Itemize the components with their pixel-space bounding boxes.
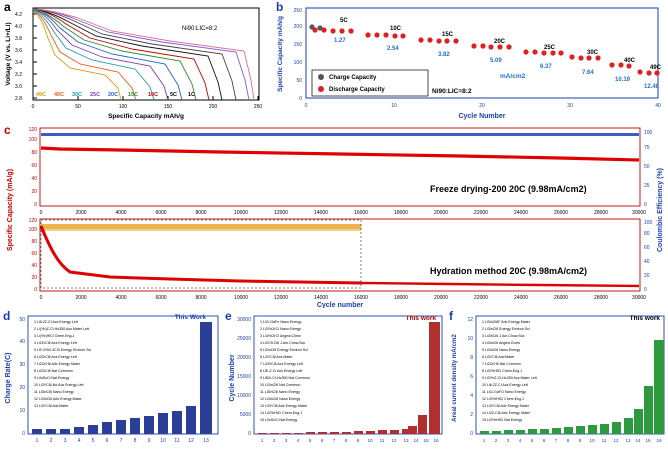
svg-text:9 Li6Zr-Cl-H≥350 Nat Comm: 9 Li6Zr-Cl-H≥350 Nat Commun — [260, 376, 310, 380]
svg-text:18000: 18000 — [394, 295, 408, 301]
svg-text:50: 50 — [644, 164, 650, 170]
svg-text:15: 15 — [423, 438, 429, 443]
svg-text:24000: 24000 — [514, 295, 528, 301]
svg-text:2 Li3InCl6 Ener: 2 Li3InCl6 Energy Environ Sci — [482, 327, 530, 331]
svg-text:13 Li3YCl6 Adv En: 13 Li3YCl6 Adv Energy Mater — [260, 404, 308, 408]
svg-text:0: 0 — [304, 103, 308, 109]
rate-10c: 10C — [390, 26, 402, 32]
svg-text:7 Li2ZrCl6 Acs E: 7 Li2ZrCl6 Acs Energy Lett — [260, 362, 303, 366]
panel-c-ylabel: Specific Capacity (mA/g) — [7, 168, 14, 252]
svg-text:10 Li3YCl6-Nd Acs Ene: 10 Li3YCl6-Nd Acs Energy Lett — [34, 383, 84, 387]
svg-text:10: 10 — [467, 336, 473, 342]
svg-text:6 Li3ZrCl6 Acs E: 6 Li3ZrCl6 Acs Energy Lett — [34, 355, 77, 359]
svg-text:11 Li3InCl6 Nano: 11 Li3InCl6 Nano Energy — [260, 390, 300, 394]
svg-text:1 LiCl-GaFe Nano: 1 LiCl-GaFe Nano Energy — [260, 320, 302, 324]
svg-text:150: 150 — [163, 104, 173, 110]
svg-text:13: 13 — [625, 438, 631, 443]
current-5c: 1.27 — [334, 38, 346, 44]
panel-b-sample: Ni90:LIC=8:2 — [432, 88, 472, 95]
svg-text:7: 7 — [332, 438, 336, 443]
svg-text:3.0: 3.0 — [15, 84, 22, 90]
svg-text:12 Li3YbHfCl Chem.E: 12 Li3YbHfCl Chem.Eng.J — [482, 397, 524, 401]
svg-text:10: 10 — [589, 438, 595, 443]
svg-text:0: 0 — [39, 295, 43, 301]
svg-text:40: 40 — [644, 259, 650, 265]
svg-text:11: 11 — [174, 438, 180, 444]
svg-text:100: 100 — [118, 104, 128, 110]
svg-text:2 Li3YbZrCl Nano: 2 Li3YbZrCl Nano Energy — [260, 327, 301, 331]
svg-text:0: 0 — [31, 104, 35, 110]
panel-e-this-work: This work — [405, 315, 436, 322]
svg-text:7 Li2ZrCl6 Adv E: 7 Li2ZrCl6 Adv Energy Mater — [34, 362, 81, 366]
svg-text:10: 10 — [391, 103, 397, 109]
current-30c: 7.64 — [582, 70, 594, 76]
svg-text:14000: 14000 — [314, 295, 328, 301]
svg-text:50: 50 — [19, 317, 25, 323]
svg-text:4000: 4000 — [115, 210, 127, 216]
panel-a-letter: a — [4, 0, 11, 14]
svg-text:2000: 2000 — [75, 210, 87, 216]
svg-text:26000: 26000 — [554, 295, 568, 301]
svg-text:150: 150 — [293, 42, 302, 48]
svg-text:80: 80 — [31, 239, 37, 245]
svg-text:100: 100 — [644, 220, 653, 226]
svg-text:11 LiCl-GaFO Nano E: 11 LiCl-GaFO Nano Energy — [482, 390, 526, 394]
svg-text:4: 4 — [296, 438, 300, 443]
svg-text:10000: 10000 — [234, 295, 248, 301]
svg-text:12000: 12000 — [274, 210, 288, 216]
rate-label-5c: 5C — [170, 92, 178, 98]
svg-text:60: 60 — [31, 163, 37, 169]
svg-text:28000: 28000 — [594, 210, 608, 216]
panel-f — [446, 308, 668, 457]
svg-text:25: 25 — [644, 183, 650, 189]
svg-text:6000: 6000 — [155, 295, 167, 301]
svg-text:0: 0 — [39, 210, 43, 216]
panel-e-ylabel: Cycle Number — [229, 354, 236, 402]
svg-text:5: 5 — [308, 438, 312, 443]
svg-text:20: 20 — [31, 189, 37, 195]
panel-b-letter: b — [276, 0, 284, 14]
svg-text:2: 2 — [470, 412, 473, 418]
svg-text:11: 11 — [601, 438, 607, 443]
svg-text:10000: 10000 — [234, 210, 248, 216]
rate-label-30c: 30C — [72, 92, 83, 98]
panel-d-this-work: This Work — [174, 314, 206, 321]
rate-25c: 25C — [544, 45, 556, 51]
svg-text:12: 12 — [467, 317, 473, 323]
svg-text:120: 120 — [28, 218, 37, 224]
svg-text:15: 15 — [645, 438, 651, 443]
svg-text:20: 20 — [31, 275, 37, 281]
rate-label-10c: 10C — [148, 92, 159, 98]
svg-text:4: 4 — [470, 393, 473, 399]
svg-text:3: 3 — [284, 438, 288, 443]
panel-a-annotation: Ni90:LIC=8:2 — [182, 26, 218, 32]
svg-text:13: 13 — [403, 438, 409, 443]
svg-text:10000: 10000 — [237, 393, 251, 399]
panel-c — [0, 122, 668, 308]
svg-text:22000: 22000 — [474, 295, 488, 301]
svg-text:9: 9 — [147, 438, 151, 444]
svg-text:250: 250 — [293, 8, 302, 14]
panel-c-letter: c — [4, 123, 11, 137]
svg-text:100: 100 — [293, 60, 302, 66]
svg-text:4 Li2ZrCl6 Acs E: 4 Li2ZrCl6 Acs Energy Lett — [34, 341, 77, 345]
svg-text:3 Li(Yb)HfCl Chem: 3 Li(Yb)HfCl Chem.Eng.J — [34, 334, 75, 338]
svg-text:30: 30 — [19, 362, 25, 368]
rate-label-25c: 25C — [90, 92, 101, 98]
panel-c-y2label: Coulombic Efficiency (%) — [657, 167, 664, 253]
svg-text:8 LiE-Z-Cl Acs: 8 LiE-Z-Cl Acs Energy Lett — [260, 369, 303, 373]
svg-text:30000: 30000 — [632, 210, 646, 216]
svg-text:0: 0 — [644, 202, 647, 208]
panel-f-this-work: This work — [629, 315, 660, 322]
svg-text:9: 9 — [578, 438, 582, 443]
svg-text:20000: 20000 — [434, 295, 448, 301]
svg-text:15 LiInScCl Nat En: 15 LiInScCl Nat Energy — [260, 418, 298, 422]
current-15c: 3.82 — [438, 52, 450, 58]
svg-text:26000: 26000 — [554, 210, 568, 216]
svg-text:100: 100 — [28, 227, 37, 233]
svg-text:11: 11 — [379, 438, 385, 443]
svg-text:4000: 4000 — [115, 295, 127, 301]
svg-text:3.4: 3.4 — [15, 60, 22, 66]
svg-text:80: 80 — [644, 231, 650, 237]
panel-f-ylabel: Areal current density mA/cm2 — [451, 334, 458, 422]
svg-text:10: 10 — [19, 408, 25, 414]
panel-a — [0, 0, 270, 120]
rate-label-15c: 15C — [128, 92, 139, 98]
svg-text:250: 250 — [253, 104, 263, 110]
panel-e-letter: e — [225, 309, 232, 323]
svg-text:9 Li3YbZ-Cl-H≥350 Acs Mater: 9 Li3YbZ-Cl-H≥350 Acs Mater Lett — [482, 376, 537, 380]
svg-text:7: 7 — [119, 438, 123, 444]
svg-text:6000: 6000 — [155, 210, 167, 216]
svg-text:2000: 2000 — [75, 295, 87, 301]
svg-text:4 Li3YZrCl6 J.Am.: 4 Li3YZrCl6 J.Am.Chow.Soc — [260, 341, 306, 345]
svg-text:4.2: 4.2 — [15, 12, 22, 18]
svg-text:200: 200 — [293, 24, 302, 30]
svg-text:3.6: 3.6 — [15, 48, 22, 54]
svg-text:14: 14 — [635, 438, 641, 443]
svg-text:1: 1 — [35, 438, 39, 444]
svg-text:2: 2 — [494, 438, 498, 443]
panel-d — [0, 308, 222, 457]
rate-label-40c: 40C — [54, 92, 65, 98]
svg-text:1 Li3InCl6F Adv: 1 Li3InCl6F Adv Energy Mater — [482, 320, 530, 324]
svg-text:120: 120 — [28, 127, 37, 133]
svg-text:5: 5 — [530, 438, 534, 443]
svg-text:2 Li(Yb)Z-Cl-H≥350 Acs Mat: 2 Li(Yb)Z-Cl-H≥350 Acs Mater Lett — [34, 327, 90, 331]
svg-text:22000: 22000 — [474, 210, 488, 216]
svg-text:15 Li3YbHfCl Nat En: 15 Li3YbHfCl Nat Energy — [482, 418, 523, 422]
svg-text:5: 5 — [91, 438, 95, 444]
svg-text:9 LiInScCl Nat E: 9 LiInScCl Nat Energy — [34, 376, 70, 380]
svg-text:13 Li3YCl6 Adv E: 13 Li3YCl6 Adv Energy Mater — [482, 404, 530, 408]
svg-text:0: 0 — [22, 431, 25, 437]
svg-text:10 Li3InCl6 Nat C: 10 Li3InCl6 Nat Commun — [260, 383, 301, 387]
svg-text:12 Li3InCl6 Adv E: 12 Li3InCl6 Adv Energy Mater — [34, 397, 82, 401]
svg-text:11 Li3InCl6 Nano: 11 Li3InCl6 Nano Energy — [34, 390, 74, 394]
svg-text:4: 4 — [77, 438, 81, 444]
svg-text:0: 0 — [299, 96, 302, 102]
panel-b-unit: mA/cm2 — [500, 73, 526, 80]
svg-text:30: 30 — [567, 103, 573, 109]
svg-text:40: 40 — [19, 339, 25, 345]
svg-text:40: 40 — [31, 263, 37, 269]
svg-text:2: 2 — [49, 438, 53, 444]
svg-text:20: 20 — [644, 273, 650, 279]
svg-text:13: 13 — [203, 438, 209, 444]
svg-text:20000: 20000 — [237, 355, 251, 361]
svg-text:1: 1 — [482, 438, 486, 443]
svg-text:0: 0 — [248, 431, 251, 437]
svg-text:3: 3 — [63, 438, 67, 444]
panel-b-ylabel: Specific Capacity mAh/g — [277, 16, 284, 92]
svg-text:7 Li2ZrCl6 Nat: 7 Li2ZrCl6 Nat Commun — [482, 362, 521, 366]
svg-text:5000: 5000 — [239, 412, 251, 418]
svg-text:3.8: 3.8 — [15, 36, 22, 42]
svg-text:12000: 12000 — [274, 295, 288, 301]
svg-text:50: 50 — [296, 78, 302, 84]
svg-text:12: 12 — [391, 438, 397, 443]
svg-text:8000: 8000 — [195, 295, 207, 301]
rate-20c: 20C — [494, 39, 506, 45]
svg-text:12 Li3InCl6 Nano: 12 Li3InCl6 Nano Energy — [260, 397, 301, 401]
svg-text:8: 8 — [470, 355, 473, 361]
svg-text:8 Li3YbHfCl Chem.: 8 Li3YbHfCl Chem.Eng.J — [482, 369, 522, 373]
svg-text:60: 60 — [644, 245, 650, 251]
panel-d-ylabel: Charge Rate(C) — [5, 352, 12, 404]
svg-text:6 Li3YCl6 Acs M: 6 Li3YCl6 Acs Mater — [260, 355, 293, 359]
rate-label-20c: 20C — [108, 92, 119, 98]
current-25c: 6.37 — [540, 64, 552, 70]
svg-text:25000: 25000 — [237, 336, 251, 342]
svg-text:1: 1 — [260, 438, 264, 443]
svg-text:16: 16 — [433, 438, 439, 443]
svg-text:50: 50 — [75, 104, 81, 110]
svg-text:1 Li6.2Z-Cl Acs E: 1 Li6.2Z-Cl Acs Energy Lett — [34, 320, 78, 324]
svg-text:10 Li6.2Z-Cl Acs: 10 Li6.2Z-Cl Acs Energy Lett — [482, 383, 528, 387]
svg-text:8: 8 — [344, 438, 348, 443]
svg-text:75: 75 — [644, 145, 650, 151]
panel-e — [222, 308, 446, 457]
hydration-method-title: Hydration method 20C (9.98mA/cm2) — [430, 266, 588, 276]
current-20c: 5.09 — [490, 58, 502, 64]
svg-text:200: 200 — [208, 104, 218, 110]
svg-text:6: 6 — [542, 438, 546, 443]
svg-text:2: 2 — [272, 438, 276, 443]
svg-text:4 Li3InCl6 Ange: 4 Li3InCl6 Angew.Chew — [482, 341, 520, 345]
svg-text:6: 6 — [320, 438, 324, 443]
svg-text:6: 6 — [105, 438, 109, 444]
legend-charge: Charge Capacity — [329, 75, 377, 81]
svg-text:28000: 28000 — [594, 295, 608, 301]
rate-label-1c: 1C — [188, 92, 196, 98]
freeze-drying-title: Freeze drying-200 20C (9.98mA/cm2) — [430, 184, 587, 194]
svg-text:5 Li3InCl6 Ener: 5 Li3InCl6 Energy Environ Sci — [260, 348, 308, 352]
svg-text:80: 80 — [31, 150, 37, 156]
svg-text:8 Li2ZrCl6 Nat C: 8 Li2ZrCl6 Nat Commun — [34, 369, 73, 373]
panel-b — [272, 0, 668, 120]
svg-text:4: 4 — [518, 438, 522, 443]
svg-text:14: 14 — [413, 438, 419, 443]
panel-a-xlabel: Specific Capacity mAh/g — [108, 113, 184, 120]
legend-discharge: Discharge Capacity — [329, 87, 385, 93]
panel-d-letter: d — [3, 309, 11, 323]
svg-text:18000: 18000 — [394, 210, 408, 216]
rate-30c: 30C — [587, 50, 599, 56]
svg-text:0: 0 — [644, 287, 647, 293]
panel-c-xlabel: Cycle number — [316, 302, 364, 308]
svg-text:5 Li3InCl6 Nano: 5 Li3InCl6 Nano Energy — [482, 348, 521, 352]
svg-text:9: 9 — [356, 438, 360, 443]
svg-text:6 Li3YCl6 Adv.: 6 Li3YCl6 Adv.Mater — [482, 355, 515, 359]
svg-text:16000: 16000 — [354, 210, 368, 216]
svg-text:15000: 15000 — [237, 374, 251, 380]
panel-b-xlabel: Cycle Number — [458, 113, 506, 120]
svg-text:10: 10 — [367, 438, 373, 443]
current-49c: 12.48 — [644, 84, 660, 90]
rate-49c: 49C — [650, 65, 662, 71]
svg-text:3.2: 3.2 — [15, 72, 22, 78]
svg-text:13 Li3YCl6 Adv.Ma: 13 Li3YCl6 Adv.Mater — [34, 404, 69, 408]
svg-text:30000: 30000 — [632, 295, 646, 301]
svg-text:0: 0 — [34, 202, 37, 208]
svg-text:0: 0 — [34, 287, 37, 293]
svg-text:6: 6 — [470, 374, 473, 380]
svg-text:60: 60 — [31, 251, 37, 257]
svg-text:0: 0 — [470, 431, 473, 437]
svg-text:16000: 16000 — [354, 295, 368, 301]
svg-text:12: 12 — [188, 438, 194, 444]
svg-text:14 Li3YbHfCl Chem.En: 14 Li3YbHfCl Chem.Eng.J — [260, 411, 302, 415]
svg-text:5 Li0.3Yb0.3Cl3 Energy: 5 Li0.3Yb0.3Cl3 Energy Environ Sci — [34, 348, 92, 352]
svg-text:14000: 14000 — [314, 210, 328, 216]
svg-text:10: 10 — [160, 438, 166, 444]
current-10c: 2.54 — [387, 46, 399, 52]
svg-text:8000: 8000 — [195, 210, 207, 216]
svg-text:3: 3 — [506, 438, 510, 443]
svg-text:3 Li3InCl6 J.Am: 3 Li3InCl6 J.Am.Chow.Soc — [482, 334, 525, 338]
svg-text:20000: 20000 — [434, 210, 448, 216]
svg-text:40: 40 — [31, 176, 37, 182]
svg-text:16: 16 — [656, 438, 662, 443]
rate-40c: 40C — [624, 58, 636, 64]
svg-text:4.0: 4.0 — [15, 24, 22, 30]
svg-text:40: 40 — [655, 103, 661, 109]
svg-text:12: 12 — [613, 438, 619, 443]
svg-text:3 Li3YbZrCl Ange: 3 Li3YbZrCl Angew.Chew — [260, 334, 301, 338]
svg-text:2.8: 2.8 — [15, 96, 22, 102]
svg-text:20: 20 — [479, 103, 485, 109]
svg-text:30000: 30000 — [237, 317, 251, 323]
svg-text:8: 8 — [566, 438, 570, 443]
rate-15c: 15C — [442, 32, 454, 38]
svg-text:8: 8 — [133, 438, 137, 444]
rate-label-49c: 49C — [36, 92, 47, 98]
svg-text:14 Li2Z-Cl6 Adv E: 14 Li2Z-Cl6 Adv Energy Mater — [482, 411, 531, 415]
svg-text:100: 100 — [644, 130, 653, 136]
panel-f-letter: f — [449, 309, 453, 323]
panel-a-ylabel: Voltage (V vs. Li+/Li) — [5, 22, 12, 86]
svg-text:100: 100 — [28, 137, 37, 143]
rate-5c: 5C — [340, 18, 348, 24]
svg-text:20: 20 — [19, 385, 25, 391]
svg-text:24000: 24000 — [514, 210, 528, 216]
current-40c: 10.19 — [615, 77, 631, 83]
svg-text:7: 7 — [554, 438, 558, 443]
